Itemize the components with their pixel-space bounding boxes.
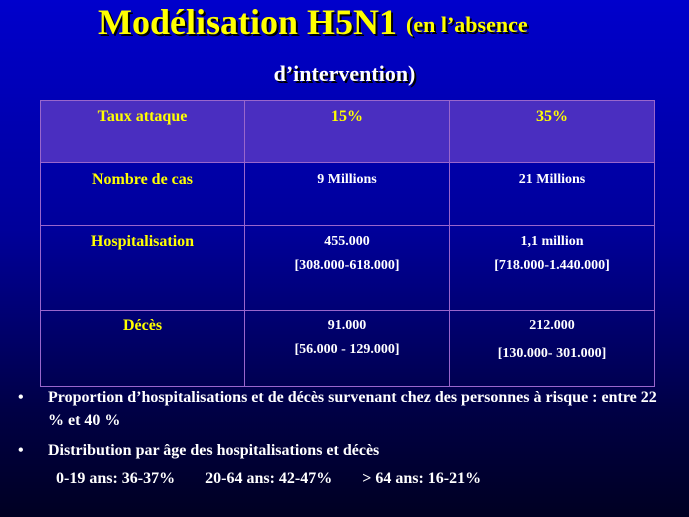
- age-group-20-64: 20-64 ans: 42-47%: [205, 470, 333, 487]
- bullet-list: [18, 386, 668, 490]
- age-group-0-19: 0-19 ans: 36-37%: [56, 470, 176, 487]
- header-taux-attaque: Taux attaque: [41, 101, 245, 163]
- slide-title: [98, 0, 528, 47]
- cell-value: 212.000: [529, 318, 575, 333]
- modelisation-table: [40, 100, 655, 387]
- cell-deces-35: [450, 311, 655, 387]
- title-line2: d’intervention): [273, 61, 416, 86]
- title-sub: (en l’absence: [406, 12, 528, 37]
- cell-range: [308.000-618.000]: [294, 258, 400, 273]
- title-main: Modélisation H5N1: [98, 2, 398, 42]
- table-row: [41, 163, 655, 226]
- cell-value: 21 Millions: [518, 172, 586, 187]
- cell-hosp-15: [245, 226, 450, 311]
- cell-hosp-35: [450, 226, 655, 311]
- bullet-text: Distribution par âge des hospitalisations et décès: [48, 442, 380, 459]
- cell-cas-35: [450, 163, 655, 226]
- bullet-marker: •: [18, 389, 24, 406]
- table-header-row: [41, 101, 655, 163]
- cell-value: 9 Millions: [317, 172, 377, 187]
- list-item: [18, 439, 668, 462]
- table-row: [41, 311, 655, 387]
- bullet-text: Proportion d’hospitalisations et de décès survenant chez des personnes à risque : entre 22 % et 40 %: [48, 389, 657, 429]
- list-item: [18, 386, 668, 432]
- cell-range: [718.000-1.440.000]: [494, 258, 610, 273]
- cell-range: [56.000 - 129.000]: [294, 342, 400, 357]
- cell-value: 91.000: [327, 318, 367, 333]
- cell-range: [130.000- 301.000]: [497, 346, 607, 361]
- header-35: 35%: [450, 101, 655, 163]
- row-label-nombre-cas: Nombre de cas: [41, 163, 245, 226]
- table-row: [41, 226, 655, 311]
- row-label-hospitalisation: Hospitalisation: [41, 226, 245, 311]
- header-15: 15%: [245, 101, 450, 163]
- cell-value: 455.000: [324, 234, 370, 249]
- bullet-marker: •: [18, 442, 24, 459]
- age-distribution: [18, 467, 668, 490]
- row-label-deces: Décès: [41, 311, 245, 387]
- cell-cas-15: [245, 163, 450, 226]
- cell-value: 1,1 million: [520, 234, 584, 249]
- cell-deces-15: [245, 311, 450, 387]
- age-group-64-plus: > 64 ans: 16-21%: [362, 470, 482, 487]
